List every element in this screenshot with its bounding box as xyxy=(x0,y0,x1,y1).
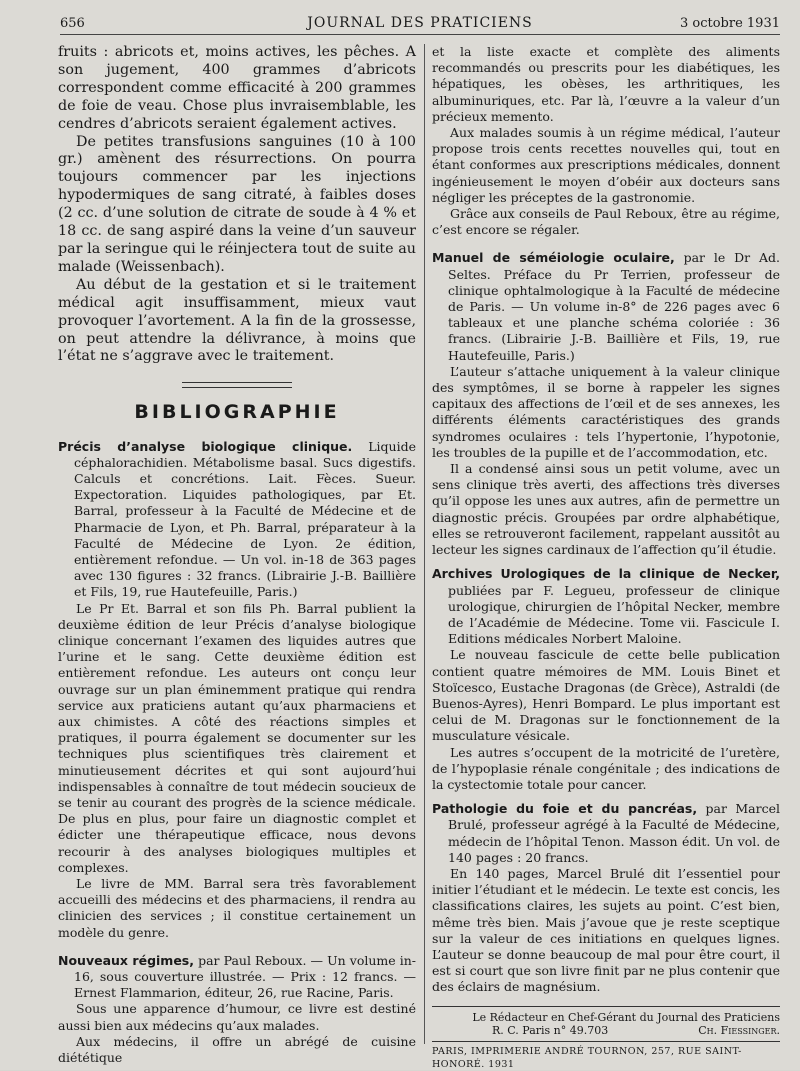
entry-title: Pathologie du foie et du pancréas, xyxy=(432,801,698,817)
journal-title: JOURNAL DES PRATICIENS xyxy=(307,15,533,31)
bibliography-entry xyxy=(432,250,780,363)
paragraph: Au début de la gestation et si le traitement médical agit insuffisamment, mieux vaut provoquer l’avortement. A la fin de la grossesse, on peut attendre la délivrance, à moins que l’état ne s’aggrave avec le traitement. xyxy=(58,276,416,365)
paragraph: Il a condensé ainsi sous un petit volume, avec un sens clinique très averti, des affections très diverses qu’il oppose les unes aux autres, afin de permettre un diagnostic précis. Groupées par ordre alphabétique, elles se retrouveront facilement, rappelant aussitôt au lecteur les signes cardinaux de l’affection qu’il étudie. xyxy=(432,461,780,558)
bibliography-entry xyxy=(432,566,780,647)
paragraph: Les autres s’occupent de la motricité de l’uretère, de l’hypoplasie rénale congénitale ; des indications de la cystectomie totale pour cancer. xyxy=(432,744,780,792)
entry-description: par Marcel Brulé, professeur agrégé à la Faculté de Médecine, médecin de l’hôpital Tenon. Masson édit. Un vol. de 140 pages : 20 francs. xyxy=(448,801,780,865)
page-footer xyxy=(432,1006,780,1071)
entry-description: Liquide céphalorachidien. Métabolisme basal. Sucs digestifs. Calculs et concrétions. Lait. Fèces. Sueur. Expectoration. Liquides pathologiques, par Et. Barral, professeur à la Faculté de Médecine et de Pharmacie de Lyon, et Ph. Barral, préparateur à la Faculté de Médecine de Lyon. 2e édition, entièrement refondue. — Un vol. in-18 de 363 pages avec 130 figures : 32 francs. (Librairie J.-B. Baillière et Fils, 19, rue Hautefeuille, Paris.) xyxy=(74,438,416,600)
section-title: BIBLIOGRAPHIE xyxy=(134,401,340,424)
paragraph: Sous une apparence d’humour, ce livre est destiné aussi bien aux médecins qu’aux malades. xyxy=(58,1001,416,1033)
paragraph: fruits : abricots et, moins actives, les pêches. A son jugement, 400 grammes d’abricots correspondent comme efficacité à 200 grammes de foie de veau. Chose plus invraisemblable, les cendres d’abricots seraient également actives. xyxy=(58,44,416,132)
issue-date: 3 octobre 1931 xyxy=(679,16,780,31)
footer-rc: R. C. Paris n° 49.703 xyxy=(492,1023,609,1037)
entry-title: Manuel de séméiologie oculaire, xyxy=(432,250,675,266)
paragraph: Grâce aux conseils de Paul Reboux, être au régime, c’est encore se régaler. xyxy=(432,206,780,238)
bibliography-entry xyxy=(58,439,416,601)
bibliography-entry xyxy=(58,953,416,1002)
paragraph: De petites transfusions sanguines (10 à 100 gr.) amènent des résurrections. On pourra toujours commencer par les injections hypodermiques de sang citraté, à faibles doses (2 cc. d’une solution de citrate de soude à 4 % et 18 cc. de sang aspiré dans la veine d’un sauveur par la seringue qui le réinjectera tout de suite au malade (Weissenbach). xyxy=(58,133,416,275)
page-number: 656 xyxy=(60,16,85,31)
entry-title: Précis d’analyse biologique clinique. xyxy=(58,438,353,454)
footer-registration xyxy=(432,1024,780,1037)
paragraph: Le nouveau fascicule de cette belle publication contient quatre mémoires de MM. Louis Binet et Stoïcesco, Eustache Dragonas (de Grèce), Astraldi (de Buenos-Ayres), Henri Bompard. Le plus important est celui de M. Dragonas sur le fonctionnement de la musculature vésicale. xyxy=(432,647,780,744)
paragraph: et la liste exacte et complète des aliments recommandés ou prescrits pour les diabétiques, les hépatiques, les obèses, les arthritiques, les albuminuriques, etc. Par là, l’œuvre a la valeur d’un précieux memento. xyxy=(432,44,780,124)
entry-description: par Paul Reboux. — Un volume in-16, sous couverture illustrée. — Prix : 12 francs. — Ernest Flammarion, éditeur, 26, rue Racine, Paris. xyxy=(74,952,416,1001)
paragraph: Le livre de MM. Barral sera très favorablement accueilli des médecins et des pharmaciens, il rendra au clinicien des services ; il constitue certainement un modèle du genre. xyxy=(58,876,416,940)
paragraph: L’auteur s’attache uniquement à la valeur clinique des symptômes, il se borne à rappeler les signes capitaux des affections de l’œil et de ses annexes, les différents éléments caractéristiques des grands syndromes oculaires : tels l’hypertonie, l’hypotonie, les troubles de la pupille et de l’accommodation, etc. xyxy=(432,363,780,460)
right-column xyxy=(432,44,780,1071)
entry-title: Archives Urologiques de la clinique de Necker, xyxy=(432,566,780,582)
bibliography-entry xyxy=(432,801,780,866)
paragraph: En 140 pages, Marcel Brulé dit l’essentiel pour initier l’étudiant et le médecin. Le texte est concis, les classifications claires, les sujets au point. C’est bien, même très bien. Mais j’avoue que je reste sceptique sur la valeur de ces initiations en quelques lignes. L’auteur se donne beaucoup de mal pour être court, il est si court que son livre finit par ne plus contenir que des éclairs de magnésium. xyxy=(432,865,780,995)
page-header xyxy=(60,12,780,35)
paragraph: Aux malades soumis à un régime médical, l’auteur propose trois cents recettes nouvelles qui, tout en étant conformes aux prescriptions médicales, donnent ingénieusement le moyen d’obéir aux docteurs sans négliger les préceptes de la gastronomie. xyxy=(432,125,780,205)
paragraph: Aux médecins, il offre un abrégé de cuisine diététique xyxy=(58,1033,416,1066)
footer-editor-name: Ch. Fiessinger. xyxy=(698,1023,780,1037)
footer-printer: PARIS, IMPRIMERIE ANDRÉ TOURNON, 257, RUE SAINT-HONORÉ. 1931 xyxy=(432,1041,780,1071)
footer-editor-line: Le Rédacteur en Chef-Gérant du Journal des Praticiens xyxy=(472,1010,780,1024)
entry-description: publiées par F. Legueu, professeur de clinique urologique, chirurgien de l’hôpital Necker, membre de l’Académie de Médecine. Tome vii. Fascicule I. Editions médicales Norbert Maloine. xyxy=(448,582,780,647)
entry-description: par le Dr Ad. Seltes. Préface du Pr Terrien, professeur de clinique ophtalmologique à la Faculté de médecine de Paris. — Un volume in-8° de 226 pages avec 6 tableaux et une planche schéma coloriée : 36 francs. (Librairie J.-B. Baillière et Fils, 19, rue Hautefeuille, Paris.) xyxy=(448,250,780,363)
left-column xyxy=(58,44,416,1066)
section-divider xyxy=(182,382,292,388)
paragraph: Le Pr Et. Barral et son fils Ph. Barral publient la deuxième édition de leur Précis d’analyse biologique clinique concernant l’examen des liquides autres que l’urine et le sang. Cette deuxième édition est entièrement refondue. Les auteurs ont conçu leur ouvrage sur un plan éminemment pratique qui rendra service aux praticiens autant qu’aux pharmaciens et aux chimistes. A côté des réactions simples et pratiques, il pourra également se documenter sur les techniques plus scientifiques très clairement et minutieusement décrites et qui sont aujourd’hui indispensables à connaître de tout médecin soucieux de se tenir au courant des progrès de la science médicale. De plus en plus, pour faire un diagnostic complet et édicter une thérapeutique efficace, nous devons recourir à des analyses biologiques multiples et complexes. xyxy=(58,600,416,875)
column-separator xyxy=(424,44,425,1044)
entry-title: Nouveaux régimes, xyxy=(58,952,194,968)
